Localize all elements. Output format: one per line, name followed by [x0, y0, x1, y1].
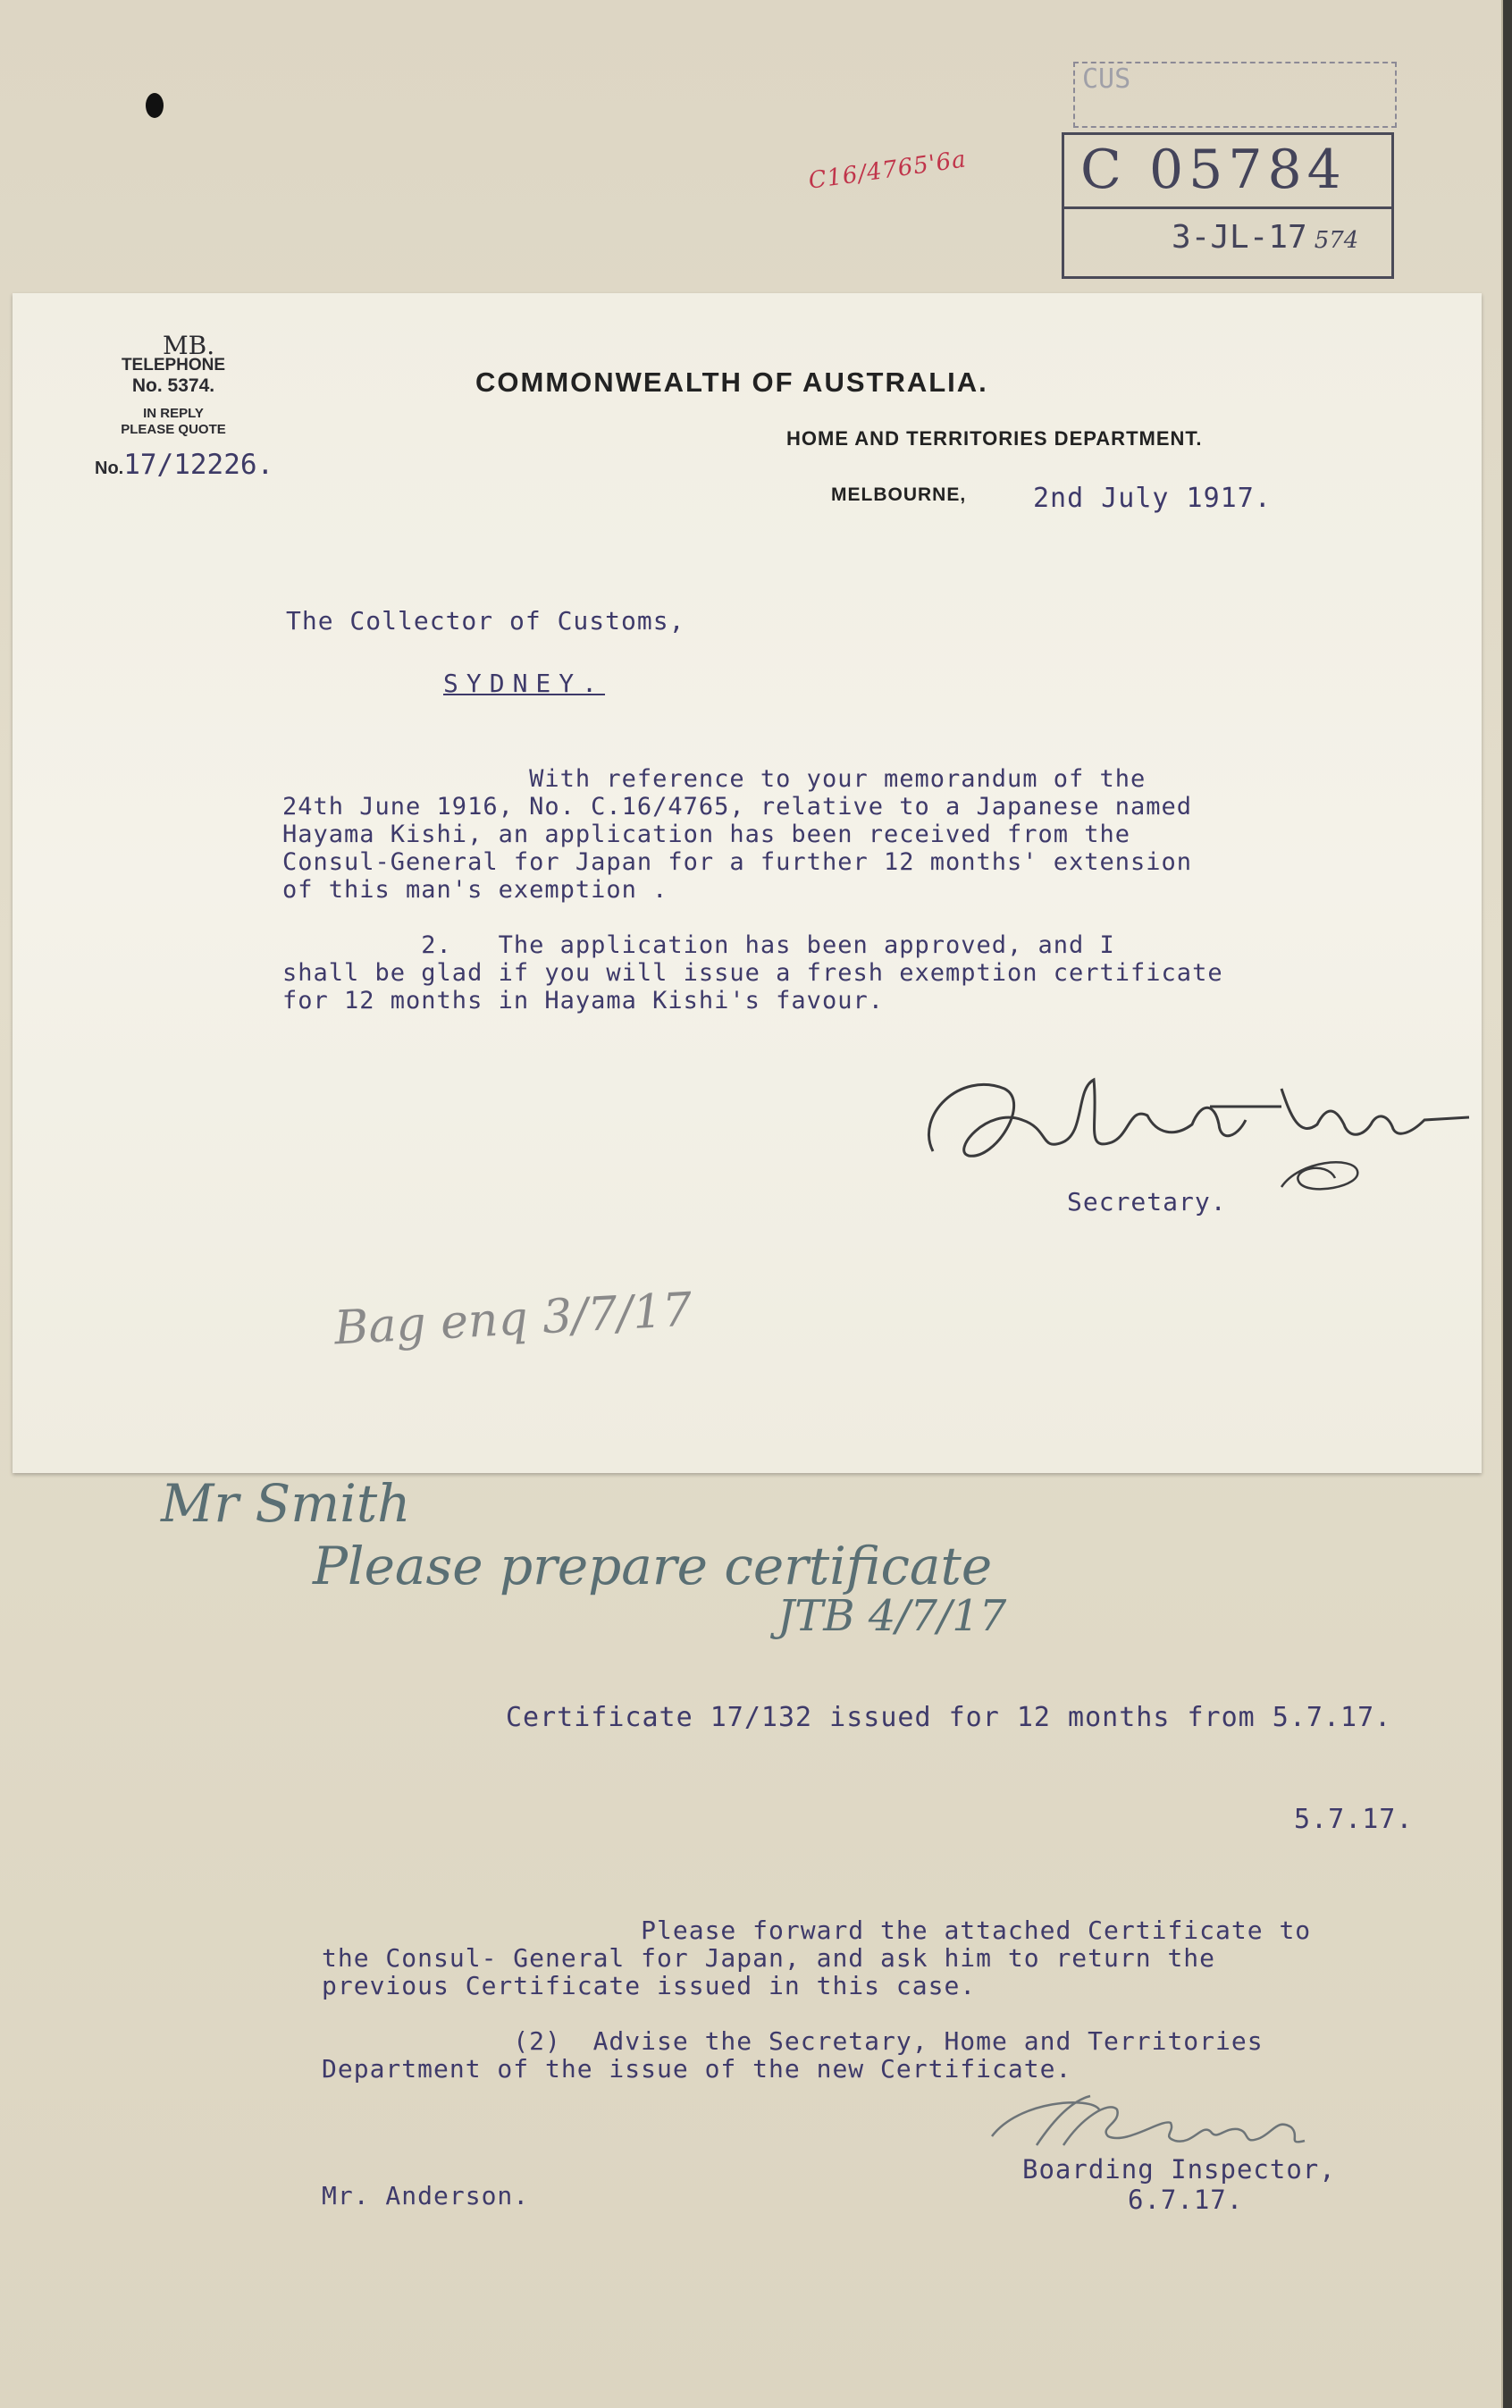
- certificate-note-date: 5.7.17.: [1294, 1804, 1414, 1835]
- stamp-date-line: [1172, 219, 1358, 256]
- letter-city: MELBOURNE,: [831, 484, 967, 505]
- stamp-date: 3-JL-17: [1172, 219, 1307, 256]
- addressee-city: SYDNEY.: [443, 669, 606, 698]
- minute-line-3: JTB 4/7/17: [777, 1591, 1007, 1641]
- pencil-annotation: Bag enq 3/7/17: [332, 1283, 693, 1356]
- inspector-date: 6.7.17.: [1128, 2185, 1244, 2215]
- instruction-1: Please forward the attached Certificate to the Consul- General for Japan, and ask him to return the previous Certificate issued in this case.: [322, 1915, 1312, 2000]
- stamp-number: C 05784: [1080, 139, 1347, 201]
- punch-hole: [146, 93, 164, 118]
- customs-receipt-stamp: [1062, 63, 1394, 279]
- stamp-hand-note: 574: [1314, 227, 1359, 254]
- department-name: HOME AND TERRITORIES DEPARTMENT.: [786, 427, 1203, 450]
- letterhead-title: COMMONWEALTH OF AUSTRALIA.: [475, 366, 988, 398]
- telephone-label: TELEPHONE: [121, 356, 226, 375]
- forwarding-instructions: [322, 1916, 1311, 2083]
- paragraph-1: With reference to your memorandum of the 24th June 1916, No. C.16/4765, relative to a Japanese named Hayama Kishi, an application has been received from the Consul-General for Japan for a further 12 months' extension of this man's exemption .: [282, 765, 1193, 904]
- stamp-header: CUS: [1073, 62, 1397, 128]
- inspector-signature-graphic: [983, 2083, 1358, 2163]
- instruction-2: (2) Advise the Secretary, Home and Territories Department of the issue of the new Certificate.: [322, 2026, 1264, 2084]
- signatory-title: Secretary.: [1067, 1187, 1227, 1217]
- telephone-number: No. 5374.: [131, 375, 215, 396]
- stamp-divider: [1064, 206, 1391, 209]
- no-label: No.: [95, 459, 124, 478]
- reply-label: IN REPLY: [143, 406, 204, 421]
- quote-label: PLEASE QUOTE: [121, 422, 226, 437]
- paragraph-2: 2. The application has been approved, and I shall be glad if you will issue a fresh exemption certificate for 12 months in Hayama Kishi's favour.: [282, 931, 1223, 1015]
- minute-line-1: Mr Smith: [161, 1473, 411, 1534]
- addressee: The Collector of Customs,: [286, 606, 685, 636]
- letter-body: [282, 765, 1223, 1015]
- certificate-issued-note: Certificate 17/132 issued for 12 months from 5.7.17.: [506, 1702, 1392, 1733]
- letter-date: 2nd July 1917.: [1033, 483, 1272, 514]
- reference-line: [95, 449, 273, 481]
- department-letter: [13, 293, 1482, 1473]
- file-reference-annotation: C16/4765'6a: [806, 146, 969, 195]
- minute-line-2: Please prepare certificate: [313, 1536, 993, 1596]
- typist-initials: MB.: [163, 331, 215, 360]
- minute-addressee: Mr. Anderson.: [322, 2181, 530, 2210]
- inspector-title: Boarding Inspector,: [1022, 2154, 1336, 2185]
- reference-number: 17/12226.: [123, 449, 274, 481]
